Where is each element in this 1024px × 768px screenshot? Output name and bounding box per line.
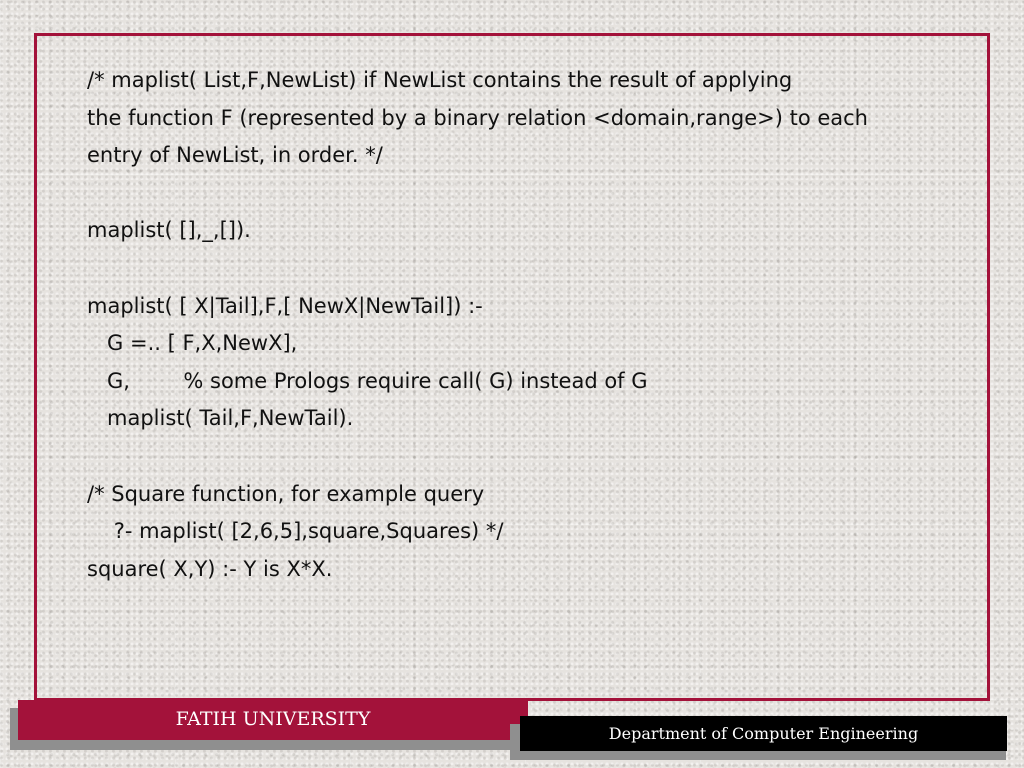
code-line-comment-2: the function F (represented by a binary relation <domain,range>) to each <box>87 105 868 130</box>
code-line-rule-head: maplist( [ X|Tail],F,[ NewX|NewTail]) :- <box>87 293 483 318</box>
code-line-univ: G =.. [ F,X,NewX], <box>87 331 298 356</box>
code-line-call: G, % some Prologs require call( G) instead of G <box>87 368 648 393</box>
slide-content <box>87 62 967 588</box>
footer-department: Department of Computer Engineering <box>520 716 1007 751</box>
code-line-comment-1: /* maplist( List,F,NewList) if NewList contains the result of applying <box>87 68 793 92</box>
code-line-square-rule: square( X,Y) :- Y is X*X. <box>87 556 333 581</box>
blank-line <box>87 175 967 213</box>
footer-university: FATIH UNIVERSITY <box>18 700 528 740</box>
code-line-comment-3: entry of NewList, in order. */ <box>87 143 383 168</box>
code-line-square-comment-1: /* Square function, for example query <box>87 481 485 506</box>
code-line-square-comment-2: ?- maplist( [2,6,5],square,Squares) */ <box>87 519 504 544</box>
code-line-base-case: maplist( [],_,[]). <box>87 218 251 243</box>
code-line-recursion: maplist( Tail,F,NewTail). <box>87 406 354 431</box>
blank-line <box>87 250 967 288</box>
blank-line <box>87 438 967 476</box>
